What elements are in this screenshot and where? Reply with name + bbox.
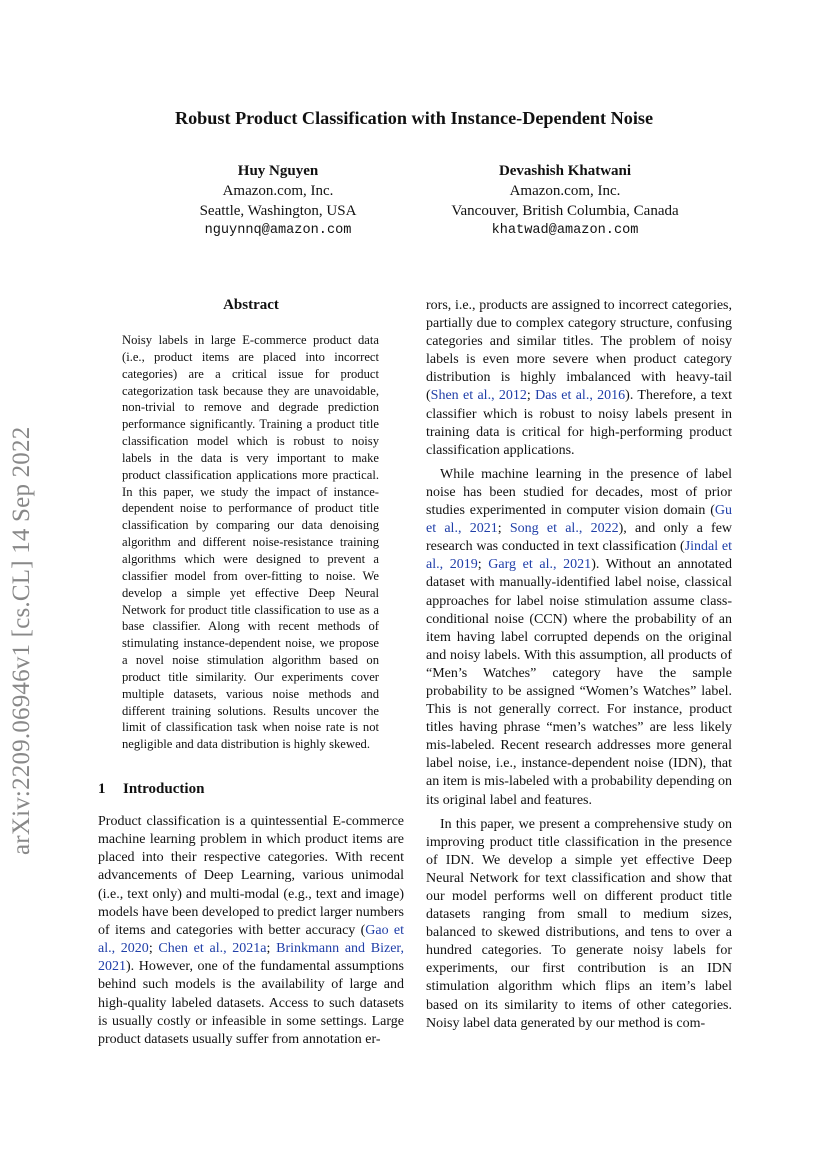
citation-link[interactable]: Song et al., 2022 xyxy=(509,521,619,537)
abstract-heading: Abstract xyxy=(223,297,279,313)
text-run: ). However, one of the fundamental assumptions behind such models is the availability of large and high-quality labeled datasets. Access to such datasets is usually costly or infeasible in some settings. Large product datasets usually suffer from annotation er- xyxy=(98,959,404,1047)
section-title: Introduction xyxy=(123,781,205,797)
text-run: rors, i.e., products are assigned to incorrect categories, partially due to complex category structure, confusing categories and similar titles. The problem of noisy labels is even more severe when product category distribution is highly imbalanced with heavy-tail ( xyxy=(426,298,732,404)
citation-link[interactable]: Shen et al., 2012 xyxy=(430,388,527,404)
author-affiliation: Amazon.com, Inc. xyxy=(222,183,334,199)
citation-link[interactable]: Das et al., 2016 xyxy=(535,388,626,404)
paragraph: In this paper, we present a comprehensive study on improving product title classification in the presence of IDN. We develop a simple yet effective Deep Neural Network for text classification and show that our model performs well on different product title datasets ranging from small to medium sizes, balanced to skewed distributions, and tens to over a hundred categories. To generate noisy labels for experiments, our first contribution is an IDN stimulation algorithm which flips an item’s label based on its similarity to items of other categories. Noisy label data generated by our method is com- xyxy=(426,816,732,1031)
author-location: Seattle, Washington, USA xyxy=(199,203,357,219)
author-affiliation: Amazon.com, Inc. xyxy=(509,183,621,199)
author-name: Devashish Khatwani xyxy=(498,163,632,179)
text-run: ). Therefore, a text classifier which is robust to noisy labels present in training data is critical for high-performing product classification applications. xyxy=(426,388,732,458)
text-run: ; xyxy=(497,521,510,537)
citation-link[interactable]: Chen et al., 2021a xyxy=(158,941,267,957)
text-run: ; xyxy=(266,941,277,957)
text-run: ; xyxy=(526,388,536,404)
paragraph xyxy=(98,813,404,1049)
text-run: ; xyxy=(477,557,489,573)
citation-link[interactable]: Garg et al., 2021 xyxy=(488,557,592,573)
text-run: ; xyxy=(148,941,159,957)
section-number: 1 xyxy=(98,781,106,797)
section-heading-introduction xyxy=(98,781,204,798)
paper-title: Robust Product Classification with Instance-Dependent Noise xyxy=(174,108,654,128)
author-block-1 xyxy=(148,161,408,241)
abstract-text: Noisy labels in large E-commerce product data (i.e., product items are placed into incorrect categories) are a critical issue for product categorization task because they are unavoidable, non-trivial to remove and degrade prediction performance significantly. Training a product title classification model which is robust to noisy labels in the data is very important to make product classification applications more practical. In this paper, we study the impact of instance-dependent noise to performance of product title classification by comparing our data denoising algorithm and different noise-resistance training algorithms which were designed to prevent a classifier model from over-fitting to noise. We develop a simple yet effective Deep Neural Network for product title classification to use as a base classifier. Along with recent methods of stimulating instance-dependent noise, we propose a novel noise stimulation algorithm based on product title similarity. Our experiments cover multiple datasets, various noise methods and different training solutions. Results uncover the limit of classification task when noise rate is not negligible and data distribution is highly skewed. xyxy=(122,333,379,752)
citation-link[interactable]: Jindal et al., 2019 xyxy=(426,539,732,573)
paragraph xyxy=(426,466,732,810)
author-email: nguynnq@amazon.com xyxy=(204,223,352,238)
paragraph xyxy=(426,297,732,460)
author-block-2 xyxy=(400,161,730,241)
text-run: ). Without an annotated dataset with manually-identified label noise, classical approaches for label noise stimulation assume class-conditional noise (CCN) where the probability of an item having label corrupted depends on the original and noisy labels. With this assumption, all products of “Men’s Watches” category have the sample probability to be assigned “Women’s Watches” label. This is not generally correct. For instance, product titles having phrase “men’s watches” are less likely mis-labeled. Recent research addresses more general label noise, i.e., instance-dependent noise (IDN), that an item is mis-labeled with a probability depending on its original label and features. xyxy=(426,557,732,808)
citation-link[interactable]: Gu et al., 2021 xyxy=(426,503,732,537)
author-location: Vancouver, British Columbia, Canada xyxy=(451,203,679,219)
right-column xyxy=(426,297,732,1033)
author-name: Huy Nguyen xyxy=(237,163,319,179)
author-email: khatwad@amazon.com xyxy=(491,223,639,238)
citation-link[interactable]: Gao et al., 2020 xyxy=(98,922,404,957)
text-run: While machine learning in the presence of label noise has been studied for decades, most of prior studies experimented in computer vision domain ( xyxy=(426,466,732,519)
text-run: Product classification is a quintessential E-commerce machine learning problem in which product items are placed into their respective categories. With recent advancements of Deep Learning, various unimodal (i.e., text only) and multi-modal (e.g., text and image) models have been developed to predict larger numbers of items and categories with better accuracy ( xyxy=(98,814,404,938)
intro-column xyxy=(98,813,404,1049)
citation-link[interactable]: Brinkmann and Bizer, 2021 xyxy=(98,941,405,975)
text-run: ), and only a few research was conducted in text classification ( xyxy=(426,521,733,555)
arxiv-stamp: arXiv:2209.06946v1 [cs.CL] 14 Sep 2022 xyxy=(8,426,35,855)
